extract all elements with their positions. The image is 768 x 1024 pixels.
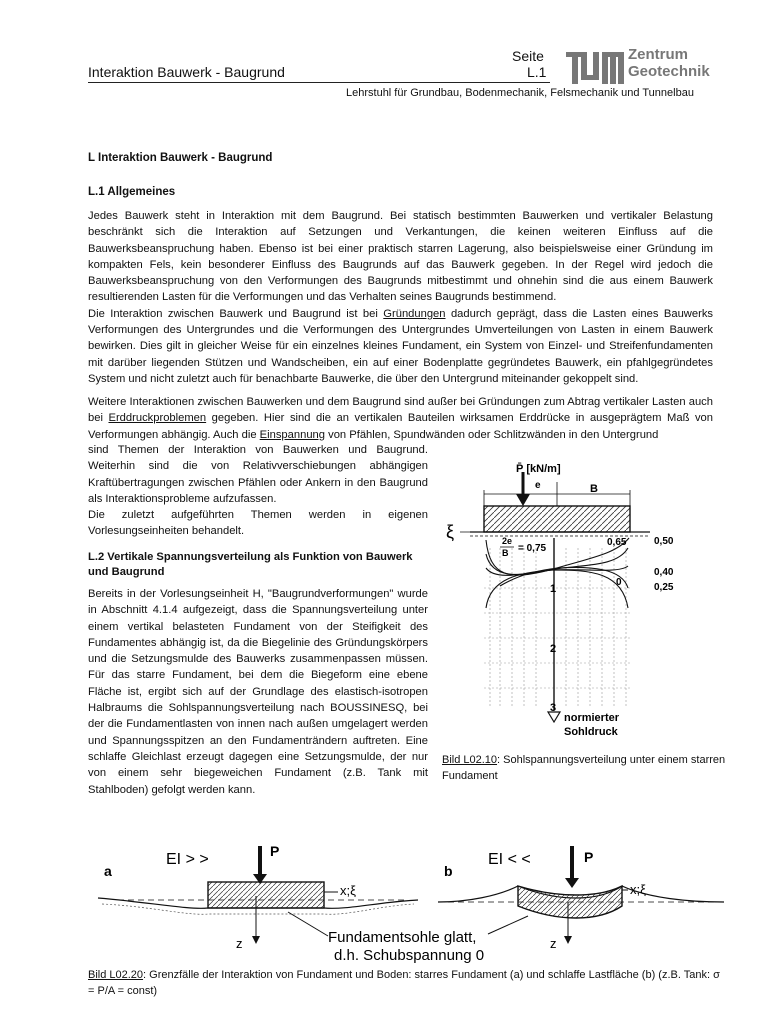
link-einspannung[interactable]: Einspannung (259, 428, 325, 441)
chapter-heading: L Interaktion Bauwerk - Baugrund (88, 152, 273, 164)
para2-text-b: dadurch geprägt, dass die Lasten eines Bauwerks Verformungen des Untergrundes und die Verformungen des Untergrundes Umverteilungen von Lasten in einem Bauwerk bewirken. Dies gilt in gleicher Weise für ein einzelnes kleines Fundament, ein System von Einzel- und Streifenfundamenten mit darüber liegenden Stützen und Wandscheiben, ein auf einer Bodenplatte gegründetes Bauwerk, ein pfahlgegründetes System und nicht zuletzt auch für benachbarte Bauwerke, die über den Untergrund miteinander gekoppelt sind. (88, 307, 714, 385)
label-load: P̄ [kN/m] (516, 463, 561, 475)
label-x-xi-b: x;ξ (630, 882, 646, 897)
note-line-1: Fundamentsohle glatt, (328, 929, 477, 946)
para5-text: Die zuletzt aufgeführten Themen werden in eigenen Vorlesungseinheiten behandelt. (88, 509, 428, 538)
para3-text-c: von Pfählen, Spundwänden oder Schlitzwänden in den Untergrund (325, 428, 659, 441)
load-arrow-head (516, 494, 530, 506)
label-z-a: z (236, 936, 243, 951)
paragraph-intro (88, 208, 713, 387)
label-xi: ξ (446, 522, 455, 542)
link-gruendungen[interactable]: Gründungen (383, 307, 446, 320)
logo-line-1: Zentrum (628, 46, 688, 63)
section-heading-l2: L.2 Vertikale Spannungsverteilung als Funktion von Bauwerk und Baugrund (88, 551, 413, 578)
axis-tick-3: 3 (550, 702, 557, 714)
para3-text-b: gegeben. Hier sind die an vertikalen Bauteilen wirksamen Erddrücke in ausgeprägtem Maß von Verformungen abhängig. Auch die (88, 412, 713, 441)
para2-text-a: Die Interaktion zwischen Bauwerk und Baugrund ist bei (88, 307, 384, 320)
figure-grenzfaelle (88, 836, 728, 966)
section-heading-l1: L.1 Allgemeines (88, 186, 176, 198)
page-number: L.1 (527, 64, 547, 80)
label-e: e (535, 480, 541, 491)
axis-tick-2: 2 (550, 643, 557, 655)
axis-tick-1: 1 (550, 583, 557, 595)
ratio-numerator: 2e (502, 536, 513, 546)
paragraph-stress-distribution: Bereits in der Vorlesungseinheit H, "Baugrundverformungen" wurde in Abschnitt 4.1.4 aufgezeigt, dass die Spannungsverteilung unter einem vertikal belasteten Fundament von der Steifigkeit des Fundamentes abhängig ist, da die Biegelinie des Gründungskörpers und die Setzungsmulde des Bauwerks zusammenpassen müssen. Für das starre Fundament, bei dem die Biegeform eine ebene Fläche ist, ergibt sich auf der Grundlage des elastisch-isotropen Halbraums die Sohlspannungsverteilung nach BOUSSINESQ, bei der die Fundamentlasten von innen nach außen umgelagert werden und Spannungsspitzen an den Fundamenträndern auftreten. Eine schlaffe Gleichlast erzeugt dagegen eine Setzungsmulde, der nur von einem sehr biegeweichen Fundament (z.B. Tank mit Stahlboden) gefolgt werden kann. (88, 588, 428, 796)
paragraph-interactions (88, 394, 713, 443)
logo-line-2: Geotechnik (628, 63, 710, 80)
label-b-panel: b (444, 863, 453, 879)
label-ei-rigid: EI > > (166, 851, 209, 868)
caption-ref-l0220[interactable]: Bild L02.20 (88, 969, 144, 981)
curve-label-040: 0,40 (654, 567, 674, 578)
header-rule (88, 82, 550, 83)
logo-wordmark (628, 46, 710, 80)
para1-text: Jedes Bauwerk steht in Interaktion mit dem Baugrund. Bei statisch bestimmten Bauwerken und vertikaler Belastung beschränkt sich die Interaktion auf Setzungen und Verkantungen, die keinen weiteren Einfluss auf die Bauwerksbeanspruchung haben. Ebenso ist bei einer praktisch starren Lagerung, also beispielsweise einer Gründung im kompakten Fels, kein besonderer Einfluss des Baugrunds auf das Bauwerk gegeben. In der Regel wird jedoch die Bauwerksbeanspruchung von den Verformungen des Baugrunds mitbestimmt und ohnehin sind die aus einem Bauwerk resultierenden Lasten für die Verformungen und das Verhalten seines Baugrunds bestimmend. (88, 210, 713, 304)
axis-label-2: Sohldruck (564, 726, 618, 738)
para4-text: sind Themen der Interaktion von Bauwerken und Baugrund. Weiterhin sind die von Relativverschiebungen abhängigen Kraftübertragungen zwischen Pfählen oder Ankern in den Baugrund als Interaktionsprobleme aufzufassen. (88, 444, 428, 505)
caption-figure-l0210 (442, 752, 732, 784)
label-p-b: P (584, 849, 594, 865)
curve-label-025: 0,25 (654, 582, 674, 593)
curve-label-050: 0,50 (654, 536, 674, 547)
label-a: a (104, 863, 112, 879)
label-b: B (590, 483, 598, 495)
label-ei-flexible: EI < < (488, 851, 531, 868)
rigid-foundation (208, 882, 324, 908)
label-p-a: P (270, 843, 280, 859)
para3-text-a: Weitere Interaktionen zwischen Bauwerken und dem Baugrund sind außer bei Gründungen zum Abtrag vertikaler Lasten auch bei (88, 396, 713, 425)
link-erddruckproblemen[interactable]: Erddruckproblemen (108, 412, 207, 425)
seite-label: Seite (512, 48, 544, 64)
document-title: Interaktion Bauwerk - Baugrund (88, 64, 285, 80)
curve-label-065: 0,65 (607, 537, 627, 548)
axis-label-1: normierter (564, 712, 620, 724)
chair-name: Lehrstuhl für Grundbau, Bodenmechanik, Felsmechanik und Tunnelbau (346, 87, 694, 99)
ratio-value: = 0,75 (518, 543, 547, 554)
label-z-b: z (550, 936, 557, 951)
ratio-denominator: B (502, 548, 509, 558)
caption-figure-l0220 (88, 967, 728, 999)
foundation-block (484, 506, 630, 532)
label-x-xi-a: x;ξ (340, 883, 356, 898)
caption-text-l0220: : Grenzfälle der Interaktion von Fundament und Boden: starres Fundament (a) und schlaffe Lastfläche (b) (z.B. Tank: σ = P/A = const) (88, 969, 720, 997)
caption-text-l0210: : Sohlspannungsverteilung unter einem starren Fundament (442, 754, 726, 782)
paragraph-interactions-continued (88, 442, 428, 540)
curve-label-0: 0 (616, 577, 622, 588)
note-line-2: d.h. Schubspannung 0 (334, 947, 485, 964)
caption-ref-l0210[interactable]: Bild L02.10 (442, 754, 498, 766)
figure-sohlspannung (440, 458, 730, 748)
